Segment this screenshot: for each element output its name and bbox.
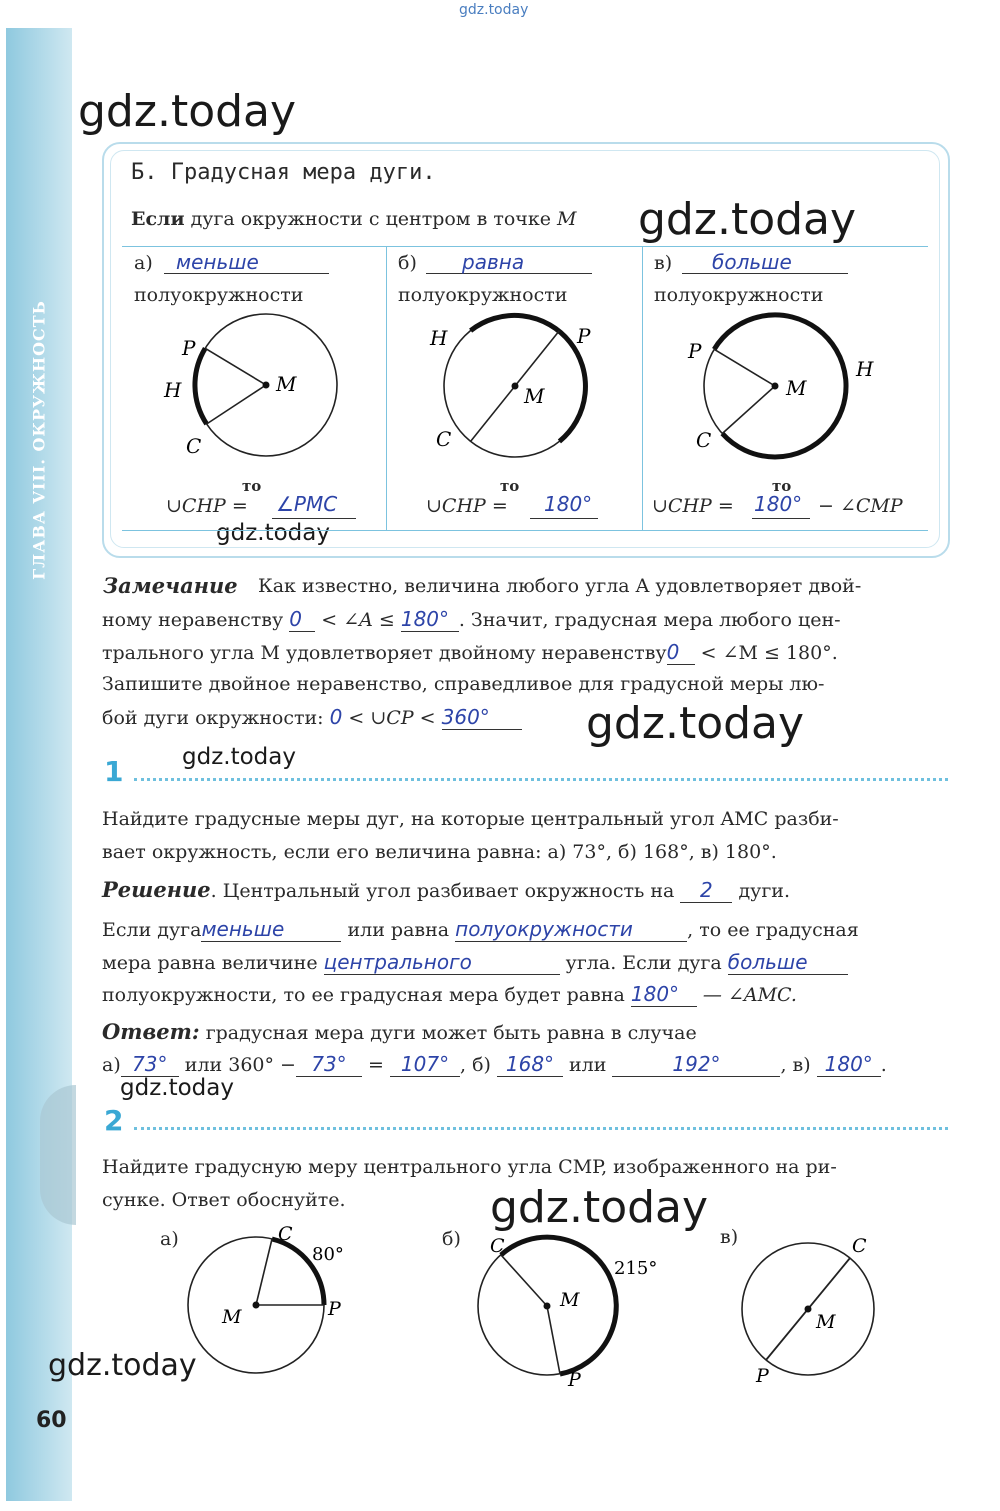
fig-a-letter: а) [160, 1228, 179, 1250]
point-p-label: P [688, 339, 702, 363]
col-b-semicircle: полуокружности [398, 284, 568, 306]
chapter-title: ГЛАВА VIII. ОКРУЖНОСТЬ [29, 300, 49, 580]
angle-80-label: 80° [312, 1244, 344, 1265]
col-c-suffix: − ∠CMP [818, 495, 903, 517]
point-m-label: M [816, 1311, 836, 1333]
col-a-semicircle: полуокружности [134, 284, 304, 306]
watermark: gdz.today [216, 520, 330, 546]
page-number: 60 [36, 1408, 67, 1433]
col-c-answer: больше [712, 250, 792, 274]
remark-line-5: бой дуги окружности: 0 < ∪CP < 360° [102, 705, 522, 730]
watermark: gdz.today [48, 1348, 197, 1383]
then-label: то [500, 477, 520, 495]
point-h-label: H [856, 357, 874, 381]
task-2-number: 2 [104, 1104, 124, 1137]
task-1-dotted-line [134, 778, 948, 781]
arc-label: ∪CHP = [652, 495, 734, 517]
watermark: gdz.today [120, 1075, 234, 1101]
arc-cp [501, 1237, 616, 1374]
table-top-line [122, 246, 928, 247]
circle-figure-b [420, 305, 620, 475]
watermark: gdz.today [586, 698, 805, 749]
col-b-answer: равна [462, 250, 525, 274]
point-c-label: C [696, 428, 712, 452]
task-1-solution-line-1: Решение. Центральный угол разбивает окружность на 2 дуги. [102, 877, 791, 902]
point-m-label: M [276, 372, 297, 396]
point-p-label: P [568, 1369, 581, 1391]
task-2-dotted-line [134, 1127, 948, 1130]
task-1-line-2: вает окружность, если его величина равна: а) 73°, б) 168°, в) 180°. [102, 841, 777, 863]
watermark: gdz.today [638, 194, 857, 245]
watermark: gdz.today [490, 1182, 709, 1233]
col-c-result: 180° [754, 492, 803, 516]
task-1-answer-line-1: Ответ: градусная мера дуги может быть равна в случае [102, 1019, 697, 1044]
section-b-intro: Если дуга окружности с центром в точке M [131, 208, 577, 230]
remark-line-1: Как известно, величина любого угла A удовлетворяет двой- [258, 575, 862, 597]
task-2-figure-a [176, 1222, 376, 1392]
col-a-answer: меньше [176, 250, 259, 274]
arc-label: ∪CHP = [426, 495, 508, 517]
task-2-line-1: Найдите градусную меру центрального угла CMP, изображенного на ри- [102, 1156, 837, 1178]
remark-line-2: ному неравенству 0 < ∠A ≤ 180° . Значит, градусная мера любого цен- [102, 607, 841, 631]
remark-line-4: Запишите двойное неравенство, справедливое для градусной меры лю- [102, 673, 825, 695]
fig-c-letter: в) [720, 1226, 739, 1248]
circle-figure-c [670, 305, 900, 475]
table-divider [642, 246, 643, 530]
circle-figure-a [150, 305, 350, 475]
watermark: gdz.today [78, 86, 297, 137]
point-h-label: H [430, 326, 448, 350]
fig-b-letter: б) [442, 1228, 461, 1250]
task-1-solution-line-3: мера равна величине центрального угла. Если дуга больше [102, 950, 848, 975]
point-m-label: M [786, 376, 807, 400]
arc-chp [714, 315, 846, 457]
point-p-label: P [182, 336, 196, 360]
table-bottom-line [122, 530, 928, 531]
point-c-label: C [436, 427, 452, 451]
point-m-label: M [222, 1306, 242, 1328]
task-2-line-2: сунке. Ответ обоснуйте. [102, 1189, 346, 1211]
table-divider [386, 246, 387, 530]
point-c-label: C [490, 1235, 505, 1257]
task-2-figure-c [728, 1222, 908, 1392]
task-1-line-1: Найдите градусные меры дуг, на которые центральный угол AMC разби- [102, 808, 839, 830]
section-b-title: Б. Градусная мера дуги. [131, 160, 436, 185]
angle-215-label: 215° [614, 1258, 658, 1279]
point-p-label: P [577, 324, 591, 348]
remark-label: Замечание [103, 573, 238, 598]
col-a-letter: а) [134, 252, 153, 274]
col-b-result: 180° [544, 492, 593, 516]
watermark: gdz.today [182, 744, 296, 770]
then-label: то [772, 477, 792, 495]
task-1-solution-line-2: Если дугаменьше или равна полуокружности , то ее градусная [102, 917, 859, 941]
arc-chp [471, 315, 586, 441]
col-c-letter: в) [654, 252, 673, 274]
task-1-answer-line-2: а) 73° или 360° − 73° = 107° , б) 168° или 192° , в) 180° . [102, 1052, 887, 1076]
task-2-figure-b [462, 1222, 682, 1392]
point-c-label: C [186, 434, 202, 458]
arc-label: ∪CHP = [166, 495, 248, 517]
col-b-letter: б) [398, 252, 417, 274]
point-m-label: M [524, 384, 545, 408]
point-m-label: M [560, 1289, 580, 1311]
col-c-semicircle: полуокружности [654, 284, 824, 306]
point-c-label: C [278, 1223, 293, 1245]
point-c-label: C [852, 1235, 867, 1257]
arc-chp [195, 348, 207, 424]
point-p-label: P [756, 1365, 769, 1387]
point-p-label: P [328, 1298, 341, 1320]
watermark-top: gdz.today [459, 2, 529, 18]
point-h-label: H [164, 378, 182, 402]
task-1-solution-line-4: полуокружности, то ее градусная мера будет равна 180° — ∠AMC. [102, 982, 797, 1006]
chapter-sidebar [6, 28, 72, 1501]
col-a-result: ∠PMC [276, 492, 338, 516]
sidebar-shade [40, 1085, 76, 1225]
task-1-number: 1 [104, 755, 124, 788]
then-label: то [242, 477, 262, 495]
remark-line-3: трального угла M удовлетворяет двойному неравенству0 < ∠M ≤ 180°. [102, 640, 838, 664]
